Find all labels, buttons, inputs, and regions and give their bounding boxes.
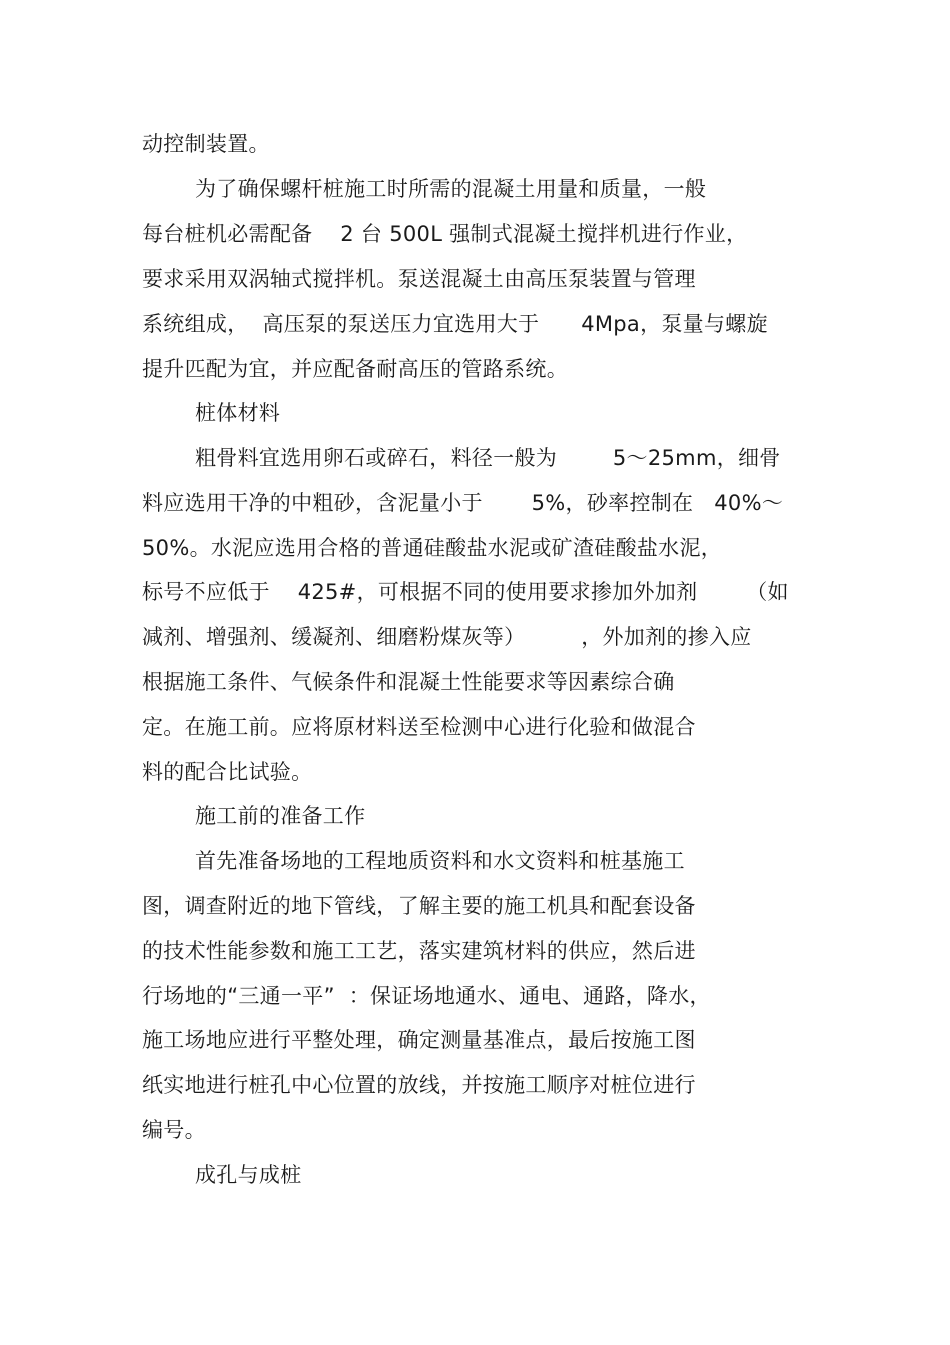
section-heading: 桩体材料	[195, 401, 281, 425]
text-line: 根据施工条件、气候条件和混凝土性能要求等因素综合确	[142, 670, 675, 694]
section-heading: 成孔与成桩	[195, 1163, 302, 1187]
text-line: 纸实地进行桩孔中心位置的放线，并按施工顺序对桩位进行	[142, 1073, 696, 1097]
text-line: 50%。水泥应选用合格的普通硅酸盐水泥或矿渣硅酸盐水泥，	[142, 536, 723, 560]
text-line: 图，调查附近的地下管线，了解主要的施工机具和配套设备	[142, 894, 696, 918]
text-line: 要求采用双涡轴式搅拌机。泵送混凝土由高压泵装置与管理	[142, 267, 696, 291]
text-line: 系统组成， 高压泵的泵送压力宜选用大于 4Mpa，泵量与螺旋	[142, 312, 768, 336]
paragraph-first-line: 首先准备场地的工程地质资料和水文资料和桩基施工	[195, 849, 685, 873]
text-line: 标号不应低于 425#，可根据不同的使用要求掺加外加剂 （如	[142, 580, 789, 604]
text-line: 减剂、增强剂、缓凝剂、细磨粉煤灰等） ，外加剂的掺入应	[142, 625, 752, 649]
text-line: 料应选用干净的中粗砂，含泥量小于 5%，砂率控制在 40%～	[142, 491, 784, 515]
text-line: 提升匹配为宜，并应配备耐高压的管路系统。	[142, 357, 568, 381]
paragraph-first-line: 为了确保螺杆桩施工时所需的混凝土用量和质量，一般	[195, 177, 707, 201]
text-line: 的技术性能参数和施工工艺，落实建筑材料的供应，然后进	[142, 939, 696, 963]
paragraph-first-line: 粗骨料宜选用卵石或碎石，料径一般为 5～25mm，细骨	[195, 446, 781, 470]
text-line: 编号。	[142, 1118, 206, 1142]
section-heading: 施工前的准备工作	[195, 804, 366, 828]
text-line: 行场地的“三通一平” ：保证场地通水、通电、通路，降水，	[142, 984, 711, 1008]
text-line: 定。在施工前。应将原材料送至检测中心进行化验和做混合	[142, 715, 696, 739]
text-line: 施工场地应进行平整处理，确定测量基准点，最后按施工图	[142, 1028, 696, 1052]
text-line: 动控制装置。	[142, 132, 270, 156]
text-line: 料的配合比试验。	[142, 760, 313, 784]
text-line: 每台桩机必需配备 2 台 500L 强制式混凝土搅拌机进行作业，	[142, 222, 748, 246]
